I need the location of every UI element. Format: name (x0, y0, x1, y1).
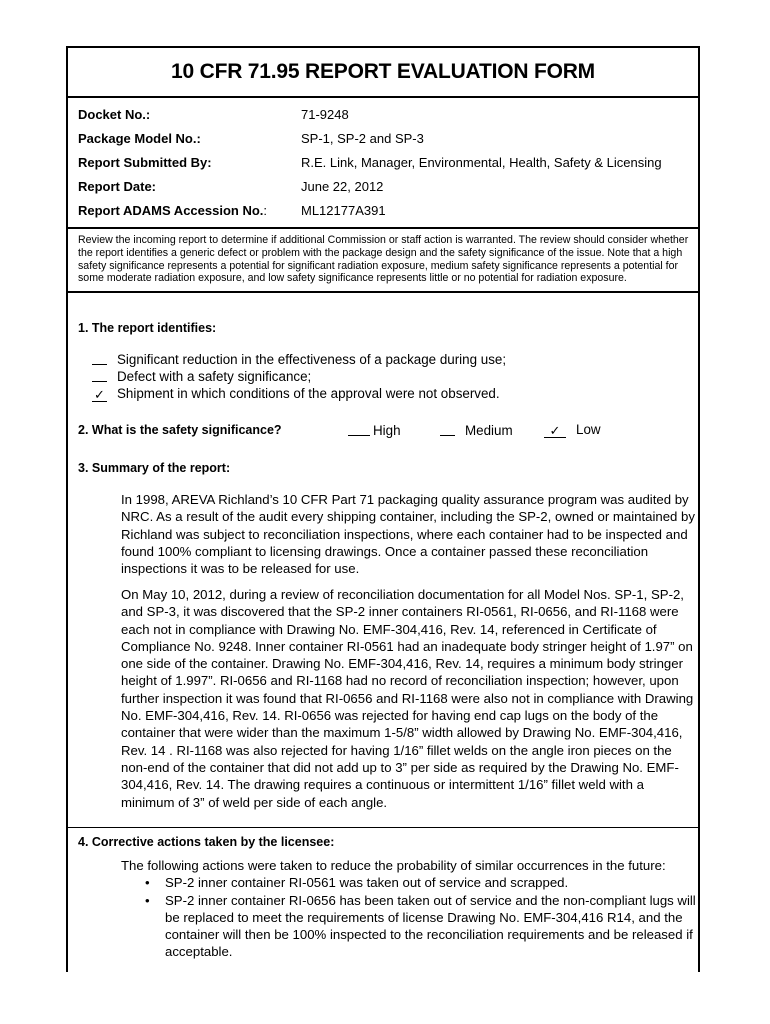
high-label: High (373, 423, 401, 438)
section-summary (78, 461, 688, 475)
option-item (92, 351, 506, 369)
high-checkbox[interactable] (348, 422, 370, 436)
info-value: June 22, 2012 (301, 179, 384, 194)
list-item: • SP-2 inner container RI-0656 has been taken out of service and the non-compliant lugs will be replaced to meet the requirements of license Drawing No. EMF-304,416 R14, and the container will then be 100% inspected to the reconciliation requirements and be released if acceptable. (121, 892, 701, 961)
form-body (68, 311, 698, 971)
option-label: Defect with a safety significance; (117, 369, 312, 384)
corrective-intro: The following actions were taken to reduce the probability of similar occurrences in the future: (121, 858, 666, 873)
option-label: Significant reduction in the effectiveness of a package during use; (117, 352, 507, 367)
info-label-text: Report ADAMS Accession No. (78, 203, 264, 218)
significance-high (348, 422, 401, 438)
info-value: ML12177A391 (301, 203, 386, 218)
info-value: 71-9248 (301, 107, 349, 122)
medium-label: Medium (465, 423, 513, 438)
section-heading: 1. The report identifies: (78, 321, 217, 335)
option-checkbox[interactable]: ✓ (92, 388, 107, 402)
option-item (92, 368, 311, 386)
section-corrective-actions (78, 835, 688, 849)
info-label: Docket No.: (78, 107, 151, 122)
info-value: SP-1, SP-2 and SP-3 (301, 131, 424, 146)
section-heading: 2. What is the safety significance? (78, 423, 282, 437)
summary-paragraph-2: On May 10, 2012, during a review of reconciliation documentation for all Model Nos. SP-1, SP-2, and SP-3, it was discovered that the SP-2 inner containers RI-0561, RI-0656, and RI-1168 were each not in compliance with Drawing No. EMF-304,416, Rev. 14, referenced in Certificate of Compliance No. 9248. Inner container RI-0561 had an inadequate body stringer height of 1.97” on one side of the container. Drawing No. EMF-304,416, Rev. 14, requires a minimum body stringer height of 1.997”. RI-0656 and RI-1168 had no record of reconciliation inspection; however, upon further inspection it was found that RI-0656 and RI-1168 were also not in compliance with Drawing No. EMF-304,416, Rev. 14. RI-0656 was rejected for having end cap lugs on the body of the container that were wider than the maximum 1-5/8” width allowed by Drawing No. EMF-304,416, Rev. 14 . RI-1168 was also rejected for having 1/16” fillet welds on the angle iron pieces on the non-end of the container that did not add up to 3” per side as required by the Drawing No. EMF-304,416, Rev. 14. The drawing requires a continuous or intermittent 1/16” fillet weld with a minimum of 3” of weld per side of each angle. (121, 587, 694, 810)
section-heading: 3. Summary of the report: (78, 461, 231, 475)
info-row-submitted (68, 151, 698, 175)
summary-paragraph-1: In 1998, AREVA Richland’s 10 CFR Part 71 packaging quality assurance program was audited by NRC. As a result of the audit every shipping container, including the SP-2, owned or maintained by Richland was subject to reconciliation inspections, where each container had to be inspected and found 100% compliant to licensing drawings. Once a container passed these reconciliation inspections it was to be released for use. (121, 492, 695, 577)
info-label: Package Model No.: (78, 131, 201, 146)
info-row-package (68, 127, 698, 151)
evaluation-form (66, 46, 700, 972)
section-safety-significance (78, 422, 688, 437)
info-block (68, 98, 698, 229)
option-checkbox[interactable] (92, 351, 107, 365)
significance-low (544, 422, 601, 438)
low-label: Low (576, 422, 601, 437)
corrective-actions-body (121, 857, 701, 961)
review-instructions: Review the incoming report to determine if additional Commission or staff action is warranted. The review should consider whether the report identifies a generic defect or problem with the package design and the safety significance of the issue. Note that a high safety significance represents a potential for significant radiation exposure, medium safety significance represents a potential for some moderate radiation exposure, and low safety significance represents little or no potential for radiation exposure. (68, 229, 698, 293)
option-label: Shipment in which conditions of the approval were not observed. (117, 386, 500, 401)
info-value: R.E. Link, Manager, Environmental, Health, Safety & Licensing (301, 155, 662, 170)
medium-checkbox[interactable] (440, 422, 455, 436)
info-label: Report Submitted By: (78, 155, 212, 170)
info-label (78, 199, 267, 223)
info-label: Report Date: (78, 179, 157, 194)
info-row-date (68, 175, 698, 199)
option-checkbox[interactable] (92, 368, 107, 382)
low-checkbox[interactable]: ✓ (544, 424, 566, 438)
section-heading: 4. Corrective actions taken by the licensee: (78, 835, 335, 849)
form-title: 10 CFR 71.95 REPORT EVALUATION FORM (68, 48, 698, 98)
info-row-docket (68, 103, 698, 127)
info-label-suffix: : (263, 203, 268, 218)
list-item: • SP-2 inner container RI-0561 was taken out of service and scrapped. (121, 874, 701, 891)
significance-medium (440, 422, 513, 438)
info-row-accession (68, 199, 698, 223)
option-item (92, 385, 500, 403)
section-report-identifies (78, 321, 688, 335)
section-divider (68, 827, 698, 828)
corrective-list (121, 874, 701, 960)
